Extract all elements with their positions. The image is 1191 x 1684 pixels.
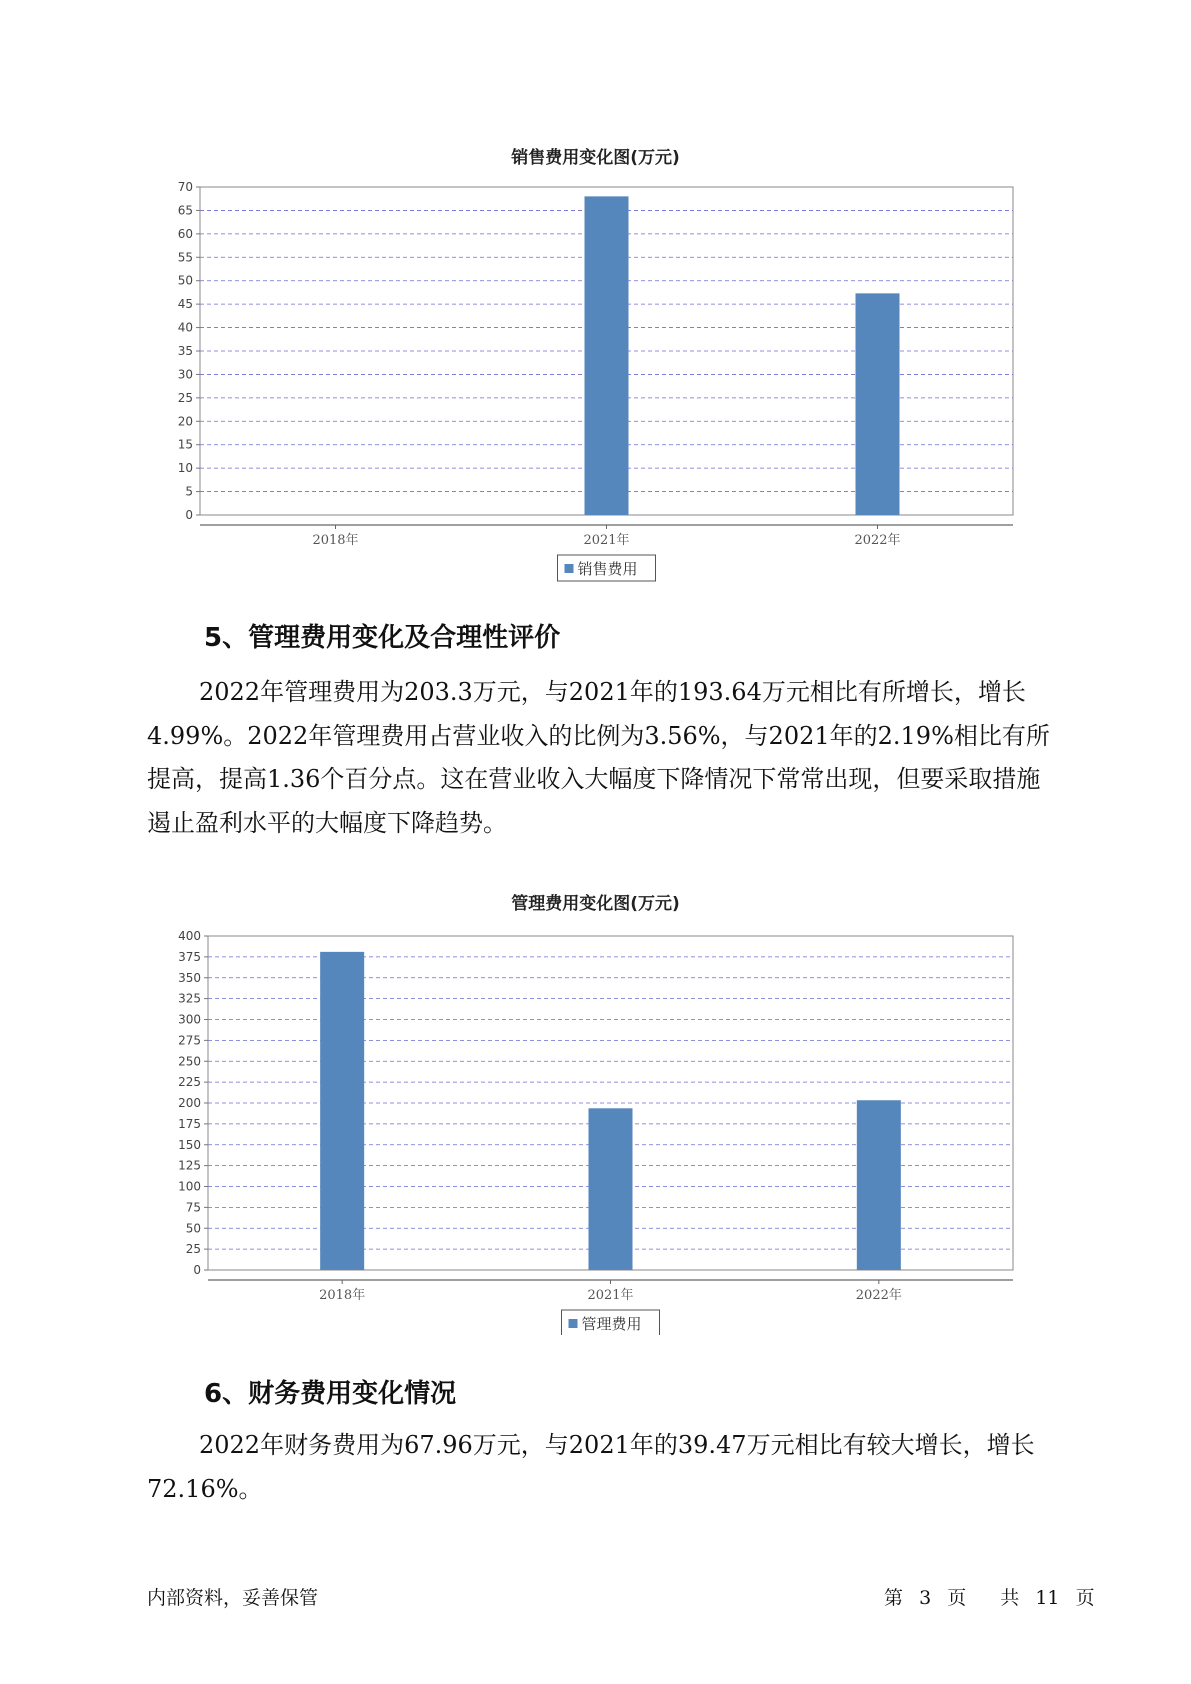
legend — [558, 555, 656, 581]
y-tick-label: 55 — [177, 250, 193, 265]
footer-page-number — [884, 1583, 1095, 1610]
y-tick-label: 350 — [178, 970, 201, 985]
sales-expense-chart — [0, 160, 1191, 590]
y-tick-label: 65 — [177, 203, 193, 218]
y-tick-label: 300 — [178, 1012, 201, 1027]
bar — [320, 952, 364, 1270]
x-tick-label: 2018年 — [319, 1288, 366, 1303]
section-6-paragraph: 2022年财务费用为67.96万元，与2021年的39.47万元相比有较大增长，增长72.16%。 — [147, 1431, 1035, 1503]
sales-chart-title: 销售费用变化图(万元) — [511, 148, 680, 168]
legend-label: 管理费用 — [581, 1315, 642, 1333]
page-prefix: 第 — [884, 1587, 904, 1609]
y-tick-label: 0 — [193, 1263, 201, 1277]
bar — [585, 196, 629, 515]
section-5-paragraph: 2022年管理费用为203.3万元，与2021年的193.64万元相比有所增长，增长4.99%。2022年管理费用占营业收入的比例为3.56%，与2021年的2.19%相比有所提高，提高1.36个百分点。这在营业收入大幅度下降情况下常常出现，但要采取措施遏止盈利水平的大幅度下降趋势。 — [147, 678, 1050, 837]
y-tick-label: 225 — [178, 1075, 201, 1090]
y-tick-label: 325 — [178, 991, 201, 1006]
y-tick-label: 30 — [177, 367, 193, 382]
legend-swatch — [569, 1319, 578, 1328]
y-tick-label: 0 — [185, 508, 193, 522]
bar — [857, 1100, 901, 1270]
y-tick-label: 125 — [178, 1158, 201, 1173]
management-expense-chart — [0, 905, 1191, 1335]
y-tick-label: 175 — [178, 1116, 201, 1131]
y-tick-label: 400 — [178, 929, 201, 943]
y-tick-label: 45 — [177, 297, 193, 312]
legend-swatch — [565, 564, 574, 573]
y-tick-label: 15 — [177, 437, 193, 452]
y-tick-label: 25 — [185, 1242, 201, 1257]
section-5-heading: 5、管理费用变化及合理性评价 — [204, 623, 561, 653]
y-tick-label: 20 — [177, 414, 193, 429]
y-tick-label: 40 — [177, 320, 193, 335]
y-tick-label: 35 — [177, 344, 193, 358]
x-tick-label: 2022年 — [855, 1288, 902, 1303]
y-tick-label: 200 — [178, 1096, 201, 1110]
y-tick-label: 50 — [185, 1221, 201, 1236]
legend-label: 销售费用 — [577, 560, 638, 578]
mgmt-chart-title: 管理费用变化图(万元) — [511, 894, 680, 914]
x-tick-label: 2021年 — [587, 1288, 634, 1303]
y-tick-label: 75 — [185, 1200, 201, 1215]
y-tick-label: 50 — [177, 273, 193, 288]
y-tick-label: 275 — [178, 1033, 201, 1048]
y-tick-label: 375 — [178, 949, 201, 964]
footer-confidential-note: 内部资料，妥善保管 — [147, 1587, 319, 1609]
y-tick-label: 250 — [178, 1054, 201, 1069]
y-tick-label: 150 — [178, 1137, 201, 1152]
y-tick-label: 70 — [177, 180, 193, 194]
total-prefix: 共 — [1000, 1587, 1020, 1609]
bar — [589, 1108, 633, 1270]
total-suffix: 页 — [1075, 1587, 1095, 1609]
x-tick-label: 2021年 — [583, 533, 630, 548]
page-total: 11 — [1035, 1587, 1060, 1609]
page-suffix: 页 — [947, 1587, 967, 1609]
legend — [562, 1310, 660, 1335]
x-tick-label: 2022年 — [854, 533, 901, 548]
y-tick-label: 5 — [185, 484, 193, 499]
x-tick-label: 2018年 — [312, 533, 359, 548]
y-tick-label: 100 — [178, 1179, 201, 1194]
page-current: 3 — [919, 1587, 932, 1609]
y-tick-label: 25 — [177, 390, 193, 405]
section-6-heading: 6、财务费用变化情况 — [204, 1379, 457, 1409]
bar — [856, 293, 900, 515]
y-tick-label: 10 — [177, 461, 193, 476]
y-tick-label: 60 — [177, 226, 193, 241]
